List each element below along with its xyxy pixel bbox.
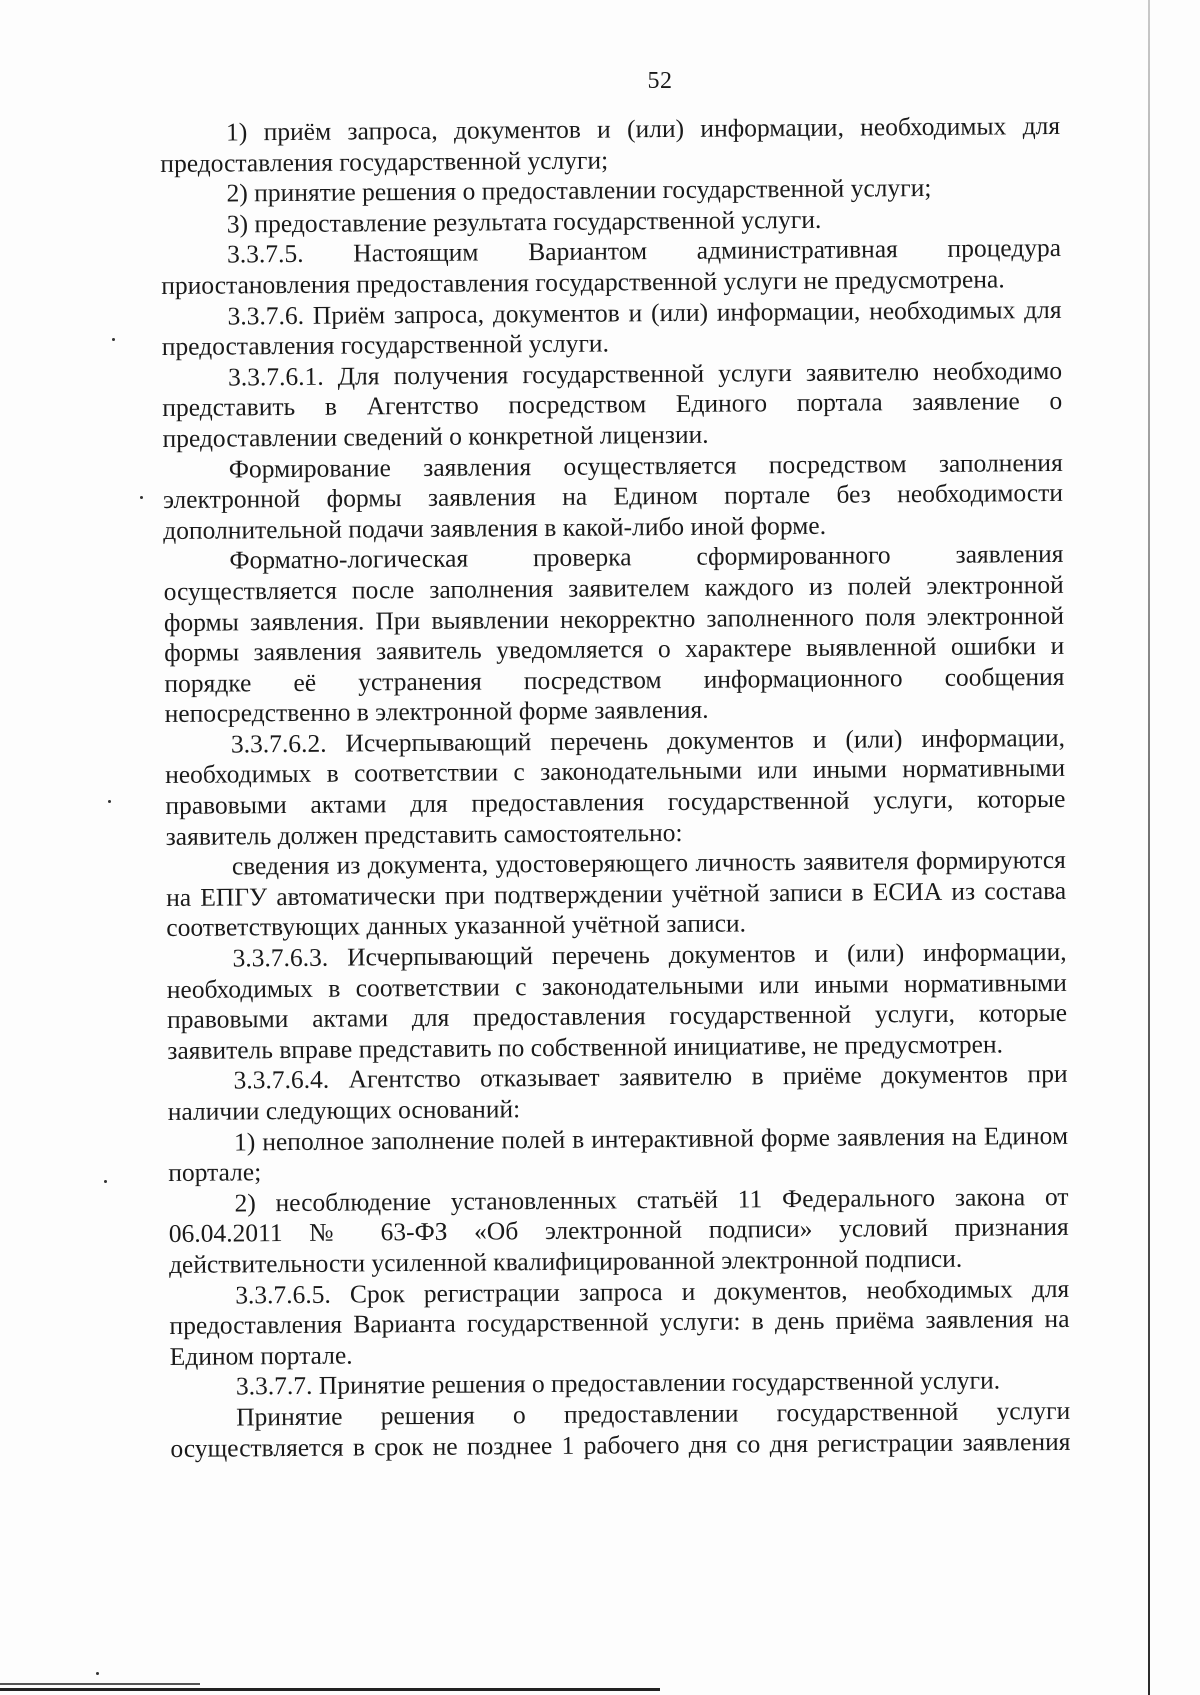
scan-speck — [96, 1672, 99, 1675]
paragraph-3-3-7-5: 3.3.7.5. Настоящим Вариантом административная процедура приостановления предоставления государственной услуги не предусмотрена. — [161, 233, 1062, 300]
paragraph-item-3: 3) предоставление результата государственной услуги. — [226, 204, 822, 239]
scan-speck — [140, 496, 143, 499]
paragraph-3-3-7-6-2: 3.3.7.6.2. Исчерпывающий перечень документов и (или) информации, необходимых в соответствии с законодательными или иными нормативными правовыми актами для предоставления государственной услуги, которые заявитель должен представить самостоятельно: — [165, 722, 1066, 851]
document-body — [160, 111, 1071, 1464]
paragraph-3-3-7-7: 3.3.7.7. Принятие решения о предоставлении государственной услуги. — [235, 1365, 1001, 1401]
scan-bottom-mark — [0, 1683, 200, 1685]
paragraph-format-check: Форматно-логическая проверка сформированного заявления осуществляется после заполнения заявителем каждого из полей электронной формы заявления. При выявлении некорректно заполненного поля электронной формы заявления заявитель уведомляется о характере выявленной ошибки и порядке её устранения посредством информационного сообщения непосредственно в электронной форме заявления. — [163, 539, 1065, 729]
paragraph-refusal-2: 2) несоблюдение установленных статьёй 11 Федерального закона от 06.04.2011 № 63-ФЗ «Об электронной подписи» условий признания действительности усиленной квалифицированной электронной подписи. — [168, 1181, 1069, 1279]
paragraph-identity-info: сведения из документа, удостоверяющего личность заявителя формируются на ЕПГУ автоматически при подтверждении учётной записи в ЕСИА из состава соответствующих данных указанной учётной записи. — [166, 845, 1067, 943]
paragraph-item-2: 2) принятие решения о предоставлении государственной услуги; — [226, 173, 932, 208]
paragraph-3-3-7-6-5: 3.3.7.6.5. Срок регистрации запроса и документов, необходимых для предоставления Варианта государственной услуги: в день приёма заявления на Едином портале. — [169, 1273, 1070, 1371]
scan-speck — [112, 338, 115, 341]
paragraph-3-3-7-6-4: 3.3.7.6.4. Агентство отказывает заявителю в приёме документов при наличии следующих оснований: — [167, 1059, 1068, 1126]
paragraph-3-3-7-6-1: 3.3.7.6.1. Для получения государственной услуги заявителю необходимо представить в Агентство посредством Единого портала заявление о предоставлении сведений о конкретной лицензии. — [162, 355, 1063, 453]
scan-bottom-rule — [0, 1688, 660, 1691]
page-number: 52 — [647, 68, 673, 94]
paragraph-refusal-1: 1) неполное заполнение полей в интерактивной форме заявления на Едином портале; — [168, 1120, 1069, 1188]
paragraph-form-filling: Формирование заявления осуществляется посредством заполнения электронной формы заявления на Едином портале без необходимости дополнительной подачи заявления в какой-либо иной форме. — [162, 447, 1064, 545]
paragraph-decision-term: Принятие решения о предоставлении государственной услуги осуществляется в срок не позднее 1 рабочего дня со дня регистрации заявления — [170, 1395, 1071, 1463]
scan-speck — [104, 1180, 107, 1183]
scan-speck — [108, 800, 111, 803]
paragraph-3-3-7-6: 3.3.7.6. Приём запроса, документов и (или) информации, необходимых для предоставления государственной услуги. — [161, 294, 1062, 362]
paragraph-item-1: 1) приём запроса, документов и (или) информации, необходимых для предоставления государственной услуги; — [160, 110, 1061, 178]
paragraph-3-3-7-6-3: 3.3.7.6.3. Исчерпывающий перечень документов и (или) информации, необходимых в соответствии с законодательными или иными нормативными правовыми актами для предоставления государственной услуги, которые заявитель вправе представить по собственной инициативе, не предусмотрен. — [166, 936, 1068, 1065]
scan-edge-line — [1148, 0, 1150, 1695]
